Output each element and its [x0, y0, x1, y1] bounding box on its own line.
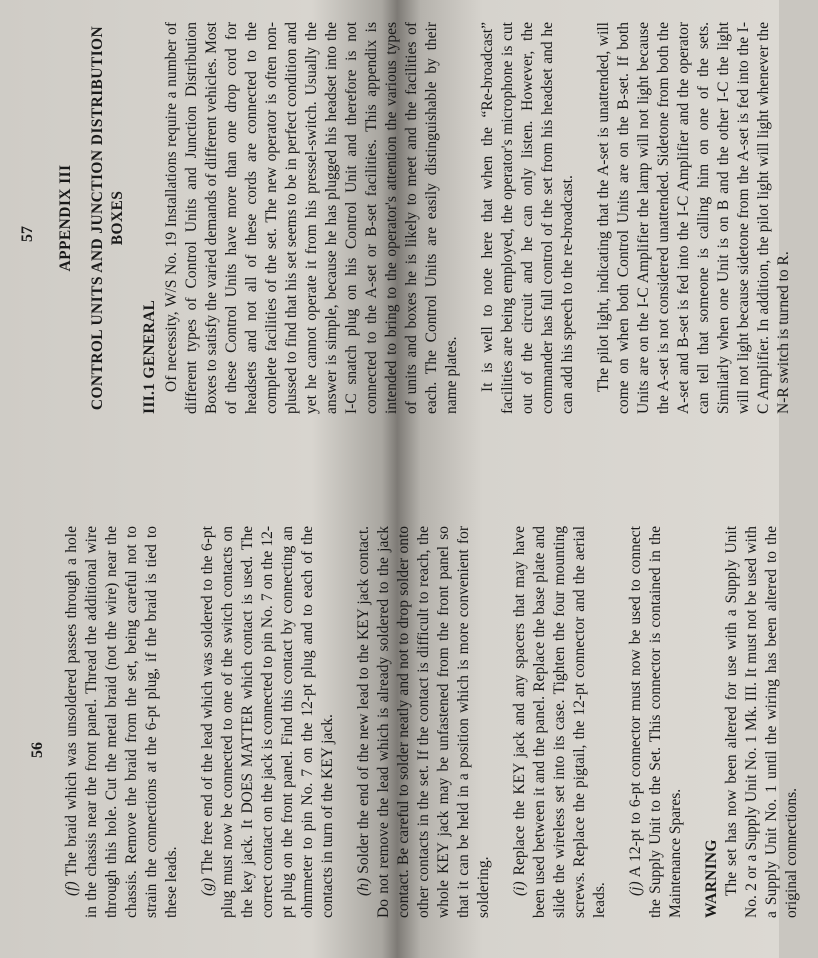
paragraph-h: (h) Solder the end of the new lead to the KEY jack contact. Do not remove the lead which is already soldered to the jack contact. Be careful to solder neatly and not to drop solder onto other contacts in the set. If the contact is difficult to reach, the whole KEY jack may be unfastened from the front panel so that it can be held in a position which is more convenient for soldering.: [355, 526, 492, 918]
paragraph-3: The pilot light, indicating that the A-set is unattended, will come on when both Control Units are on the B-set. If both Units are on the I-C Amplifier the lamp will not light because the A-set is not considered unattended. Sidetone from both the A-set and B-set is fed into the I-C Amplifier and the operator can tell that someone is calling him on one of the sets. Similarly when one Unit is on B and the other I-C the light will not light because sidetone from the A-set is fed into the I-C Amplifier. In addition, the pilot light will light whenever the N-R switch is turned to R.: [595, 22, 792, 414]
chapter-title: CONTROL UNITS AND JUNCTION DISTRIBUTION BOXES: [89, 25, 126, 411]
warning-heading: WARNING: [703, 839, 720, 918]
right-page: [0, 0, 792, 454]
paragraph-j: (j) A 12-pt to 6-pt connector must now be used to connect the Supply Unit to the Set. This connector is contained in the Maintenance Spares.: [627, 526, 684, 918]
right-text-column: [56, 22, 810, 414]
warning-text: The set has now been altered for use with a Supply Unit No. 2 or a Supply Unit No. 1 Mk. III. It must not be used with a Supply Unit No. 1 until the wiring has been altered to the original connections.: [723, 526, 800, 918]
left-text-column: [62, 526, 818, 918]
appendix-title: APPENDIX III: [57, 164, 74, 272]
paragraph-g: (g) The free end of the lead which was soldered to the 6-pt plug must now be connected to one of the switch contacts on the key jack. It DOES MATTER which contact is used. The correct contact on the jack is connected to pin No. 7 on the 12-pt plug on the front panel. Find this contact by connecting an ohmmeter to pin No. 7 on the 12-pt plug and to each of the contacts in turn of the KEY jack.: [199, 526, 336, 918]
page-number: 56: [29, 742, 46, 758]
paragraph-2: It is well to note here that when the “Re-broadcast” facilities are being employed, the operator's microphone is cut out of the circuit and he can only listen. However, the commander has full control of the set from his headset and he can add his speech to the re-broadcast.: [479, 22, 576, 414]
paragraph-f: (f) The braid which was unsoldered passes through a hole in the chassis near the front panel. Thread the additional wire through this hole. Cut the metal braid (not the wire) near the chassis. Remove the braid from the set, being careful not to strain the connections at the 6-pt plug, if the braid is tied to these leads.: [63, 526, 180, 918]
paragraph-1: Of necessity, W/S No. 19 Installations require a number of different types of Control Units and Junction Distribution Boxes to satisfy the varied demands of different vehicles. Most of these Control Units have more than one drop cord for headsets and not all of these cords are connected to the complete facilities of the set. The new operator is often non-plussed to find that his set seems to be in perfect condition and yet he cannot operate it from his pressel-switch. Usually the answer is simple, because he has plugged his headset into the I-C snatch plug on his Control Unit and therefore is not connected to the A-set or B-set facilities. This appendix is intended to bring to the operator's attention the various types of units and boxes he is likely to meet and the facilities of each. The Control Units are easily distinguishable by their name plates.: [163, 22, 460, 414]
section-heading: III.1 GENERAL: [141, 299, 158, 414]
left-page: [0, 496, 800, 958]
page-number: 57: [19, 226, 36, 242]
paragraph-i: (i) Replace the KEY jack and any spacers that may have been used between it and the panel. Replace the base plate and slide the wireless set into its case. Tighten the four mounting screws. Replace the pigtail, the 12-pt connector and the aerial leads.: [511, 526, 608, 918]
